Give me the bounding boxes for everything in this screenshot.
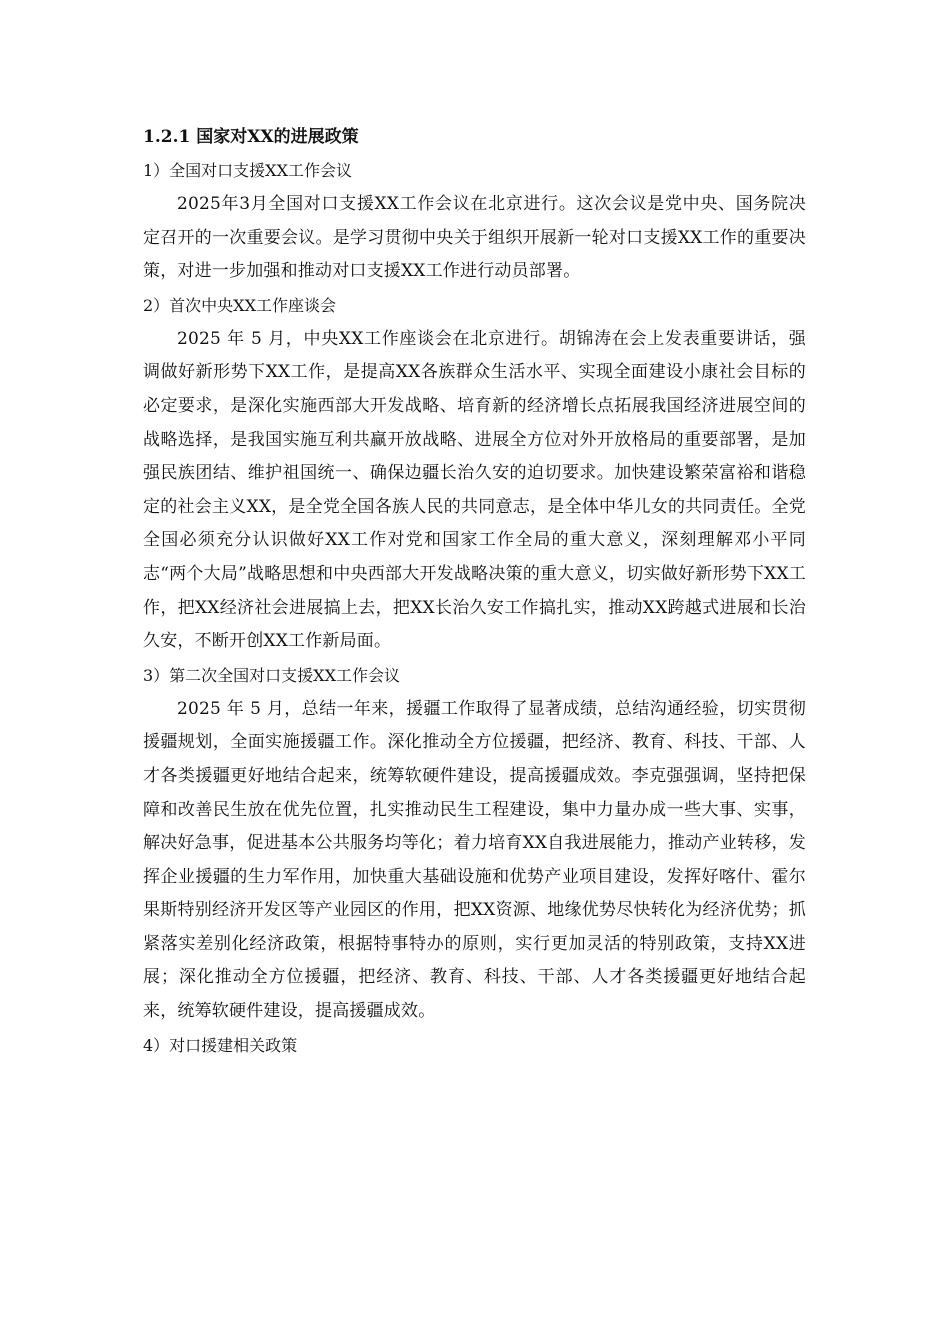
subsection-title-1: 1）全国对口支援XX工作会议	[143, 161, 352, 180]
subsection-title-3: 3）第二次全国对口支援XX工作会议	[143, 665, 400, 685]
subsection-title-2: 2）首次中央XX工作座谈会	[143, 295, 336, 315]
subsection-title-4: 4）对口援建相关政策	[143, 1035, 298, 1055]
subsection-paragraph-2: 2025 年 5 月，中央XX工作座谈会在北京进行。胡锦涛在会上发表重要讲话，强调做好新形势下XX工作，是提高XX各族群众生活水平、实现全面建设小康社会目标的必定要求，是深化实施西部大开发战略、培育新的经济增长点拓展我国经济进展空间的战略选择，是我国实施互利共赢开放战略、进展全方位对外开放格局的重要部署，是加强民族团结、维护祖国统一、确保边疆长治久安的迫切要求。加快建设繁荣富裕和谐稳定的社会主义XX，是全党全国各族人民的共同意志，是全体中华儿女的共同责任。全党全国必须充分认识做好XX工作对党和国家工作全局的重大意义，深刻理解邓小平同志“两个大局”战略思想和中央西部大开发战略决策的重大意义，切实做好新形势下XX工作，把XX经济社会进展搞上去，把XX长治久安工作搞扎实，推动XX跨越式进展和长治久安，不断开创XX工作新局面。	[143, 328, 806, 652]
subsection-paragraph-3: 2025 年 5 月，总结一年来，援疆工作取得了显著成绩，总结沟通经验，切实贯彻援疆规划，全面实施援疆工作。深化推动全方位援疆，把经济、教育、科技、干部、人才各类援疆更好地结合起来，统筹软硬件建设，提高援疆成效。李克强强调，坚持把保障和改善民生放在优先位置，扎实推动民生工程建设，集中力量办成一些大事、实事，解决好急事，促进基本公共服务均等化；着力培育XX自我进展能力，推动产业转移，发挥企业援疆的生力军作用，加快重大基础设施和优势产业项目建设，发挥好喀什、霍尔果斯特别经济开发区等产业园区的作用，把XX资源、地缘优势尽快转化为经济优势；抓紧落实差别化经济政策，根据特事特办的原则，实行更加灵活的特别政策，支持XX进展；深化推动全方位援疆，把经济、教育、科技、干部、人才各类援疆更好地结合起来，统筹软硬件建设，提高援疆成效。	[143, 698, 806, 1022]
document-body	[143, 120, 806, 1063]
section-heading: 1.2.1 国家对XX的进展政策	[143, 127, 359, 147]
subsection-paragraph-1: 2025年3月全国对口支援XX工作会议在北京进行。这次会议是党中央、国务院决定召开的一次重要会议。是学习贯彻中央关于组织开展新一轮对口支援XX工作的重要决策，对进一步加强和推动对口支援XX工作进行动员部署。	[143, 194, 806, 282]
